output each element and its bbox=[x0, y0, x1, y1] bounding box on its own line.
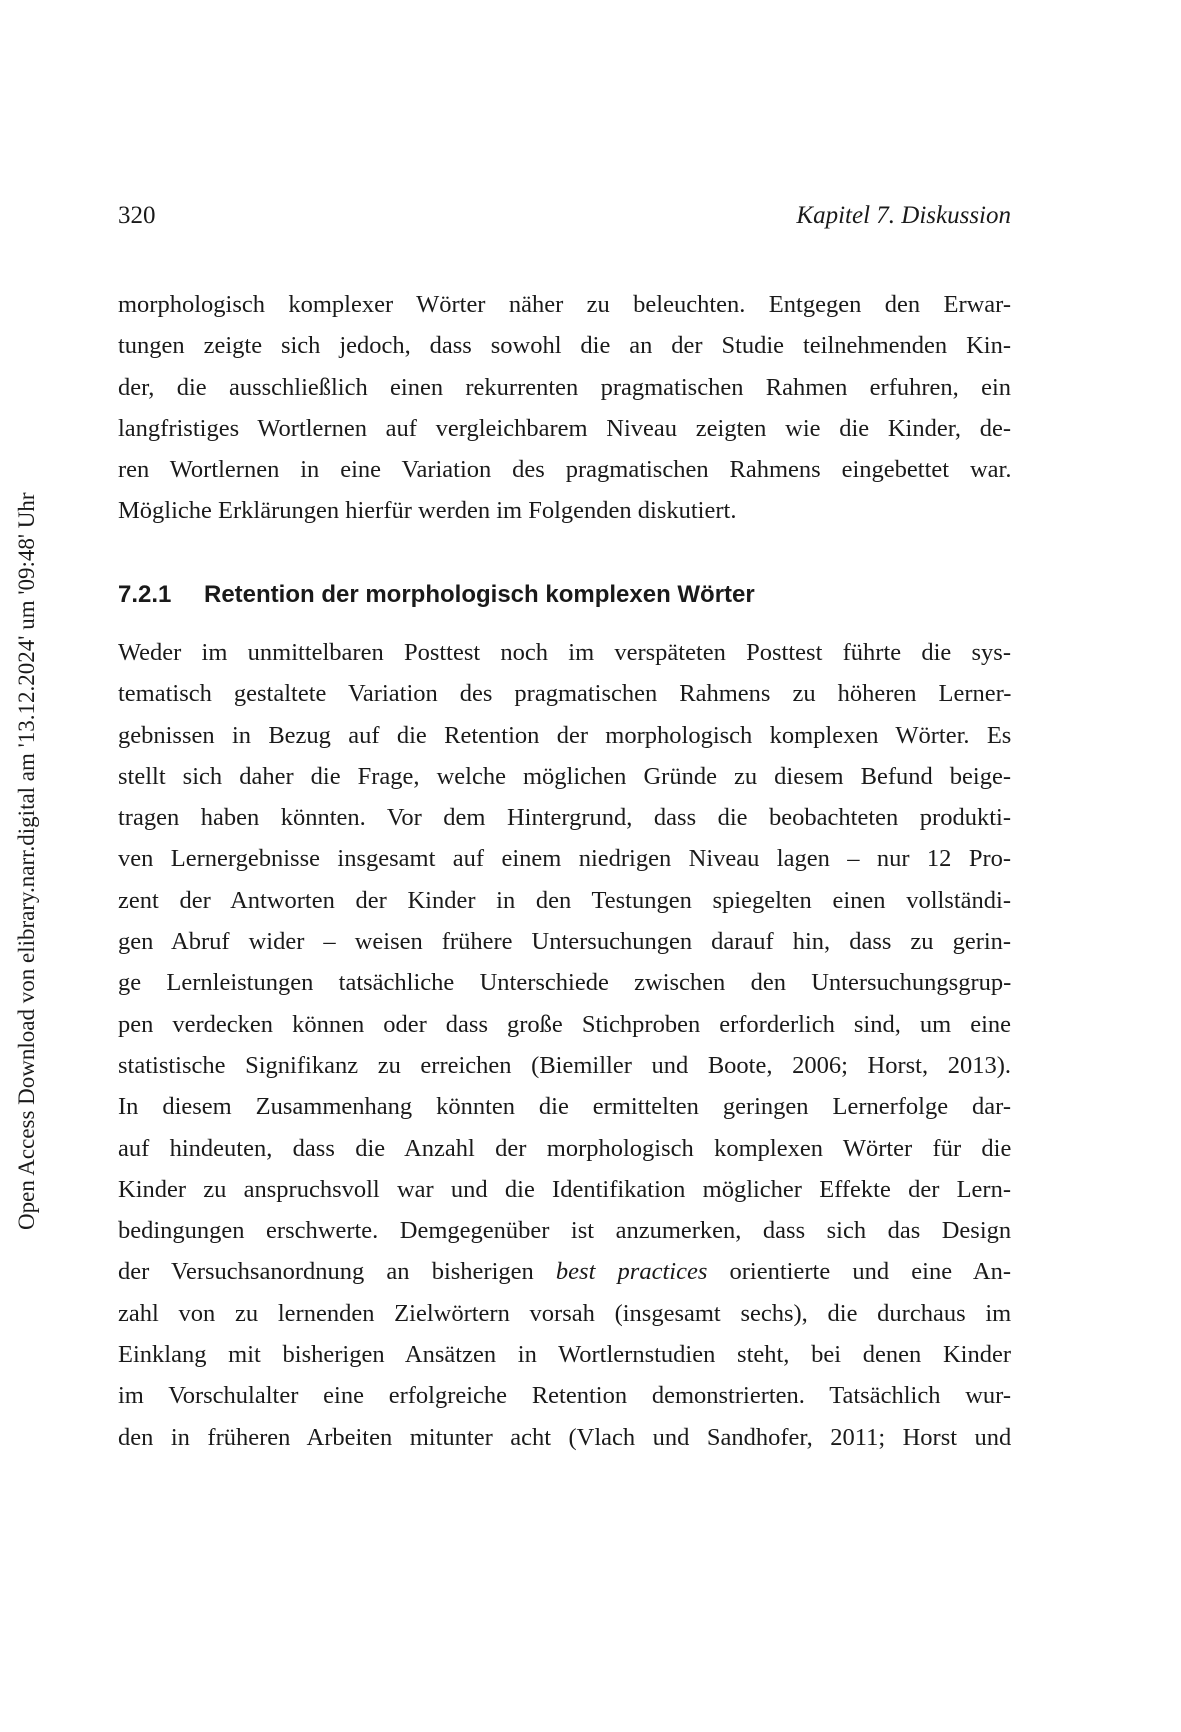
text-line: In diesem Zusammenhang könnten die ermittelten geringen Lernerfolge dar- bbox=[118, 1093, 1011, 1121]
text-line: ven Lernergebnisse insgesamt auf einem niedrigen Niveau lagen – nur 12 Pro- bbox=[118, 845, 1011, 873]
text-line: Mögliche Erklärungen hierfür werden im Folgenden diskutiert. bbox=[118, 497, 737, 525]
download-watermark: Open Access Download von elibrary.narr.digital am '13.12.2024' um '09:48' Uhr bbox=[14, 492, 39, 1230]
section-number: 7.2.1 bbox=[118, 581, 172, 608]
text-line: der, die ausschließlich einen rekurrenten pragmatischen Rahmen erfuhren, ein bbox=[118, 373, 1011, 401]
text-line: Einklang mit bisherigen Ansätzen in Wortlernstudien steht, bei denen Kinder bbox=[118, 1341, 1011, 1369]
text-line: morphologisch komplexer Wörter näher zu beleuchten. Entgegen den Erwar- bbox=[118, 291, 1011, 318]
text-line: gen Abruf wider – weisen frühere Untersuchungen darauf hin, dass zu gerin- bbox=[118, 928, 1011, 956]
text-line: langfristiges Wortlernen auf vergleichbarem Niveau zeigten wie die Kinder, de- bbox=[118, 414, 1011, 442]
text-line: den in früheren Arbeiten mitunter acht (Vlach und Sandhofer, 2011; Horst und bbox=[118, 1423, 1011, 1451]
text-line: ge Lernleistungen tatsächliche Unterschiede zwischen den Untersuchungsgrup- bbox=[118, 969, 1011, 997]
text-line: tragen haben könnten. Vor dem Hintergrund, dass die beobachteten produkti- bbox=[118, 804, 1011, 832]
text-fragment: orientierte und eine An- bbox=[707, 1258, 1011, 1286]
text-line: Weder im unmittelbaren Posttest noch im verspäteten Posttest führte die sys- bbox=[118, 639, 1011, 666]
text-line: stellt sich daher die Frage, welche möglichen Gründe zu diesem Befund beige- bbox=[118, 762, 1011, 790]
paragraph-retention bbox=[118, 632, 1011, 1458]
page-number: 320 bbox=[118, 202, 156, 229]
section-title: Retention der morphologisch komplexen Wörter bbox=[204, 581, 755, 608]
text-line: statistische Signifikanz zu erreichen (Biemiller und Boote, 2006; Horst, 2013). bbox=[118, 1051, 1011, 1079]
text-line: pen verdecken können oder dass große Stichproben erforderlich sind, um eine bbox=[118, 1010, 1011, 1038]
paragraph-intro bbox=[118, 284, 1011, 532]
text-line: tungen zeigte sich jedoch, dass sowohl die an der Studie teilnehmenden Kin- bbox=[118, 332, 1011, 360]
running-title: Kapitel 7. Diskussion bbox=[796, 202, 1011, 229]
text-line: tematisch gestaltete Variation des pragmatischen Rahmens zu höheren Lerner- bbox=[118, 680, 1011, 708]
text-line: gebnissen in Bezug auf die Retention der morphologisch komplexen Wörter. Es bbox=[118, 721, 1011, 749]
running-head bbox=[118, 198, 1011, 234]
text-line: zahl von zu lernenden Zielwörtern vorsah (insgesamt sechs), die durchaus im bbox=[118, 1299, 1011, 1327]
text-line: Kinder zu anspruchsvoll war und die Identifikation möglicher Effekte der Lern- bbox=[118, 1175, 1011, 1203]
text-fragment: der Versuchsanordnung an bisherigen bbox=[118, 1258, 556, 1286]
section-heading bbox=[118, 578, 1011, 612]
text-line: im Vorschulalter eine erfolgreiche Retention demonstrierten. Tatsächlich wur- bbox=[118, 1382, 1011, 1410]
text-line-with-emphasis bbox=[118, 1251, 1011, 1292]
text-line: bedingungen erschwerte. Demgegenüber ist anzumerken, dass sich das Design bbox=[118, 1217, 1011, 1245]
text-line: auf hindeuten, dass die Anzahl der morphologisch komplexen Wörter für die bbox=[118, 1134, 1011, 1162]
text-line: zent der Antworten der Kinder in den Testungen spiegelten einen vollständi- bbox=[118, 886, 1011, 914]
emphasized-term: best practices bbox=[555, 1258, 708, 1286]
text-line: ren Wortlernen in eine Variation des pragmatischen Rahmens eingebettet war. bbox=[118, 456, 1011, 484]
